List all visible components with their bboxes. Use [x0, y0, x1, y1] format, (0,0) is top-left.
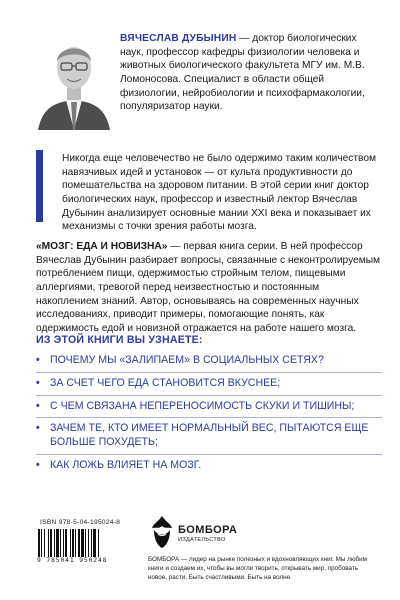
intro-paragraph: Никогда еще человечество не было одержимо таким количеством навязчивых идей и установок — от культа продуктивности до помешательства на здоровом питании. В этой серии книг доктор биологических наук, профессор и известный лектор Вячеслав Дубынин анализирует основные мании XXI века и показывает их механизмы с точки зрения работы мозга.: [62, 153, 377, 233]
learn-heading: ИЗ ЭТОЙ КНИГИ ВЫ УЗНАЕТЕ:: [36, 334, 203, 346]
list-item: [36, 350, 382, 372]
series-title: «МОЗГ: ЕДА И НОВИЗНА»: [36, 241, 168, 252]
list-item-text: С ЧЕМ СВЯЗАНА НЕПЕРЕНОСИМОСТЬ СКУКИ И ТИШИНЫ;: [50, 399, 355, 412]
publisher-name: БОМБОРА: [178, 524, 238, 536]
intro-accent-bar: [36, 150, 43, 222]
list-item-text: КАК ЛОЖЬ ВЛИЯЕТ НА МОЗГ.: [50, 458, 202, 471]
series-description: — первая книга серии. В ней профессор Вячеслав Дубынин разбирает вопросы, связанные с неконтролируемым потреблением пищи, одержимостью стройным телом, пищевыми аллергиями, тревогой перед неизвестностью и постоянным накоплением знаний. Автор, основываясь на современных научных исследованиях, приводит примеры, помогающие понять, как одержимость едой и новизной отражается на работе нашего мозга.: [36, 241, 381, 335]
publisher-sub: ИЗДАТЕЛЬСТВО: [178, 537, 226, 543]
list-item: [36, 395, 382, 418]
bullet-icon: •: [36, 458, 40, 471]
barcode-digits: 9 785041 950248: [37, 556, 108, 564]
bullet-icon: •: [36, 376, 40, 389]
isbn-barcode-block: [36, 520, 134, 564]
bombora-logo-icon: [148, 514, 176, 550]
list-item-text: ЗАЧЕМ ТЕ, КТО ИМЕЕТ НОРМАЛЬНЫЙ ВЕС, ПЫТАЮТСЯ ЕЩЕ БОЛЬШЕ ПОХУДЕТЬ;: [50, 422, 369, 449]
author-bio-text: — доктор биологических наук, профессор кафедры физиологии человека и животных биологического факультета МГУ им. М.В. Ломоносова. Специалист в области общей физиологии, нейробиологии и психофармакологии, популяризатор науки.: [120, 33, 365, 113]
author-bio: [120, 32, 382, 114]
list-item: [36, 417, 382, 454]
author-portrait: [36, 30, 112, 130]
bullet-icon: •: [36, 354, 40, 366]
barcode-icon: [36, 529, 132, 557]
publisher-description: БОМБОРА — лидер на рынке полезных и вдохновляющих книг. Мы любим книги и создаем их, чтобы вы могли творить, открывать мир, пробовать новое, расти. Быть счастливыми. Быть на волне.: [148, 556, 367, 581]
author-name: ВЯЧЕСЛАВ ДУБЫНИН: [120, 33, 237, 44]
list-item: [36, 372, 382, 395]
list-item-text: ЗА СЧЕТ ЧЕГО ЕДА СТАНОВИТСЯ ВКУСНЕЕ;: [50, 376, 281, 389]
bullet-icon: •: [36, 422, 40, 435]
series-paragraph: [36, 240, 382, 336]
learn-list: [36, 350, 382, 477]
publisher-logo: [148, 514, 238, 554]
list-item-text: ПОЧЕМУ МЫ «ЗАЛИПАЕМ» В СОЦИАЛЬНЫХ СЕТЯХ?: [50, 354, 324, 366]
bullet-icon: •: [36, 399, 40, 412]
isbn-label: ISBN 978-5-04-195024-8: [40, 519, 121, 526]
list-item: [36, 454, 382, 477]
